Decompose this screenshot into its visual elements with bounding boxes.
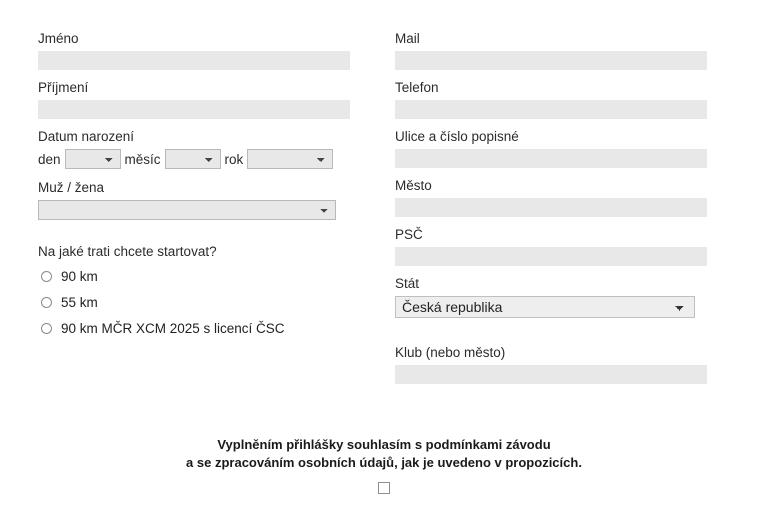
first-name-label: Jméno — [38, 31, 79, 46]
field-first-name — [38, 30, 350, 70]
street-label: Ulice a číslo popisné — [395, 129, 519, 144]
radio-icon[interactable] — [41, 323, 52, 334]
radio-icon[interactable] — [41, 271, 52, 282]
field-birth-date — [38, 128, 350, 169]
field-mail — [395, 30, 707, 70]
mail-input[interactable] — [395, 51, 707, 70]
consent-section — [0, 436, 768, 499]
form-column-right — [395, 30, 707, 393]
field-club — [395, 344, 707, 384]
year-label: rok — [224, 151, 244, 167]
form-column-left — [38, 30, 350, 347]
radio-option-track-2[interactable] — [38, 295, 350, 310]
consent-checkbox-wrap — [0, 481, 768, 499]
consent-line-1: Vyplněním přihlášky souhlasím s podmínkami závodu — [217, 437, 551, 452]
field-city — [395, 177, 707, 217]
month-label: měsíc — [124, 151, 161, 167]
mail-label: Mail — [395, 31, 420, 46]
first-name-input[interactable] — [38, 51, 350, 70]
state-select[interactable] — [395, 296, 695, 318]
phone-input[interactable] — [395, 100, 707, 119]
day-label: den — [38, 151, 61, 167]
gender-select[interactable] — [38, 200, 336, 220]
radio-label: 90 km — [61, 269, 98, 284]
consent-line-2: a se zpracováním osobních údajů, jak je uvedeno v propozicích. — [186, 455, 582, 470]
field-zip — [395, 226, 707, 266]
birth-date-label: Datum narození — [38, 129, 135, 144]
field-state — [395, 275, 707, 318]
zip-input[interactable] — [395, 247, 707, 266]
birth-month-select[interactable] — [165, 149, 221, 169]
zip-label: PSČ — [395, 227, 423, 242]
last-name-label: Příjmení — [38, 80, 89, 95]
radio-label: 55 km — [61, 295, 98, 310]
consent-checkbox[interactable] — [378, 482, 390, 494]
city-label: Město — [395, 178, 432, 193]
birth-date-row — [38, 149, 350, 169]
club-label: Klub (nebo město) — [395, 345, 506, 360]
radio-label: 90 km MČR XCM 2025 s licencí ČSC — [61, 321, 285, 336]
club-input[interactable] — [395, 365, 707, 384]
field-gender — [38, 179, 350, 230]
state-label: Stát — [395, 276, 420, 291]
last-name-input[interactable] — [38, 100, 350, 119]
field-last-name — [38, 79, 350, 119]
track-question-label: Na jaké trati chcete startovat? — [38, 244, 217, 259]
radio-option-track-3[interactable] — [38, 321, 350, 336]
field-phone — [395, 79, 707, 119]
field-street — [395, 128, 707, 168]
birth-year-select[interactable] — [247, 149, 333, 169]
city-input[interactable] — [395, 198, 707, 217]
radio-icon[interactable] — [41, 297, 52, 308]
radio-option-track-1[interactable] — [38, 269, 350, 284]
phone-label: Telefon — [395, 80, 439, 95]
birth-day-select[interactable] — [65, 149, 121, 169]
gender-label: Muž / žena — [38, 180, 105, 195]
street-input[interactable] — [395, 149, 707, 168]
right-column-spacer — [395, 326, 707, 344]
